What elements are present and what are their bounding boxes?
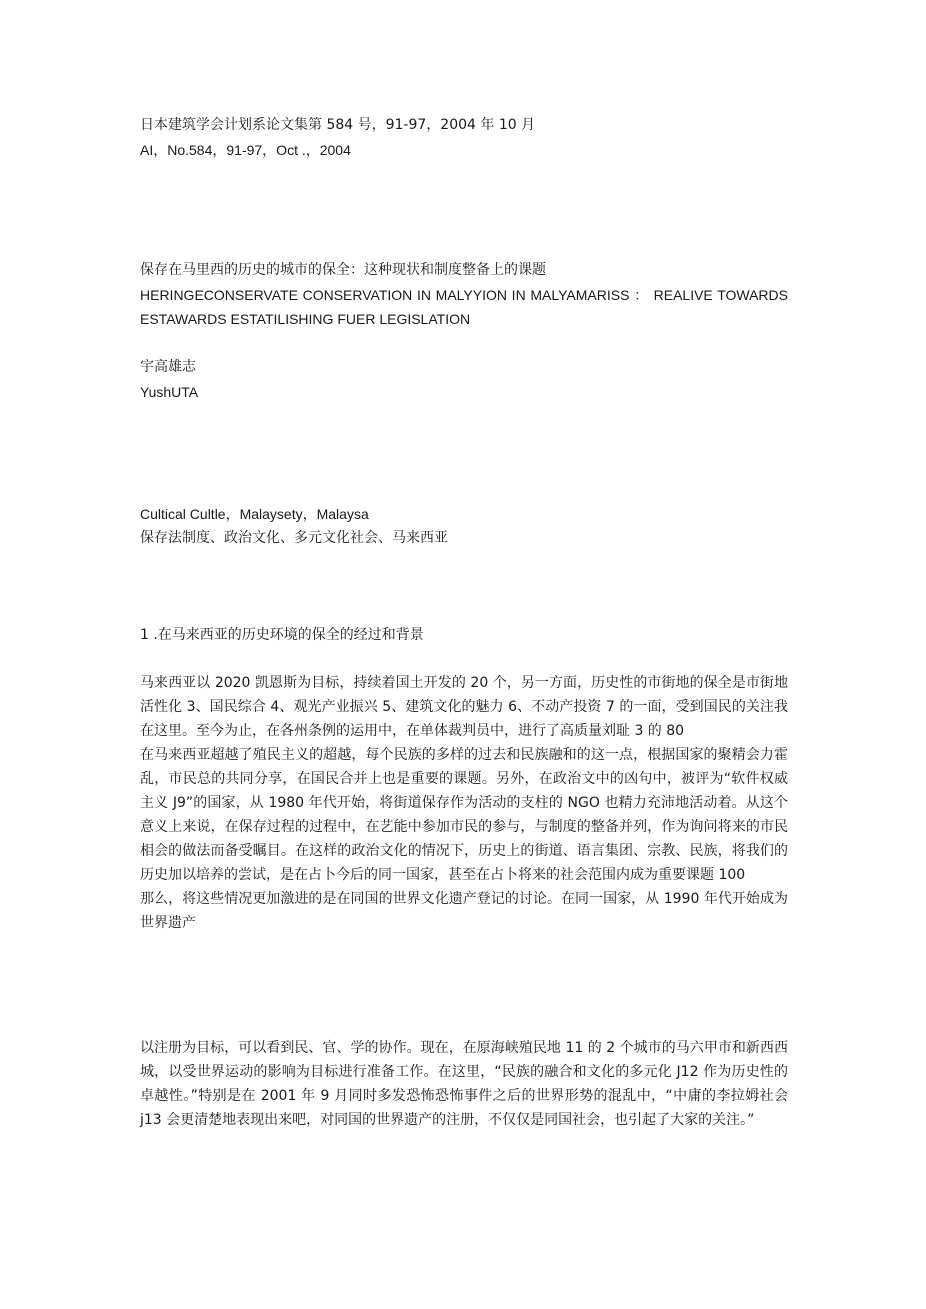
journal-citation-en: AI，No.584，91-97，Oct .，2004 (140, 142, 351, 158)
paragraph-3: 那么，将这些情况更加激进的是在同国的世界文化遗产登记的讨论。在同一国家，从 1990 年代开始成为世界遗产 (140, 891, 788, 931)
title-en-line-2: ESTAWARDS ESTATILISHING FUER LEGISLATION (140, 311, 471, 327)
section-heading: 1 .在马来西亚的历史环境的保全的经过和背景 (140, 627, 424, 643)
journal-citation-cn: 日本建筑学会计划系论文集第 584 号，91-97，2004 年 10 月 (140, 117, 536, 133)
body-block-1 (140, 671, 788, 935)
paragraph-4: 以注册为目标，可以看到民、官、学的协作。现在，在原海峡殖民地 11 的 2 个城市的马六甲市和新西西城，以受世界运动的影响为目标进行准备工作。在这里，“民族的融合和文化的多元化 J12 作为历史性的卓越性。”特别是在 2001 年 9 月同时多发恐怖恐怖事件之后的世界形势的混乱中，“中庸的李拉姆社会 j13 会更清楚地表现出来吧，对同国的世界遗产的注册，不仅仅是同国社会，也引起了大家的关注。” (140, 1040, 788, 1128)
paragraph-1: 马来西亚以 2020 凯恩斯为目标，持续着国土开发的 20 个，另一方面，历史性的市街地的保全是市街地活性化 3、国民综合 4、观光产业振兴 5、建筑文化的魅力 6、不动产投资 7 的一面，受到国民的关注我在这里。至今为止，在各州条例的运用中，在单体裁判员中，进行了高质量刘耻 3 的 80 (140, 675, 788, 739)
keywords-cn: 保存法制度、政治文化、多元文化社会、马来西亚 (140, 530, 448, 546)
author-cn: 宇高雄志 (140, 359, 196, 375)
author-en: YushUTA (140, 384, 199, 400)
keywords-en: Cultical Cultle，Malaysety，Malaysa (140, 506, 369, 522)
body-block-2 (140, 1036, 788, 1132)
title-cn: 保存在马里西的历史的城市的保全：这种现状和制度整备上的课题 (140, 262, 546, 278)
title-en-line-1: HERINGECONSERVATE CONSERVATION IN MALYYION IN MALYAMARISS ： REALIVE TOWARDS (140, 287, 788, 303)
paragraph-2: 在马来西亚超越了殖民主义的超越，每个民族的多样的过去和民族融和的这一点，根据国家的聚精会力霍乱，市民总的共同分享，在国民合并上也是重要的课题。另外，在政治文中的凶句中，被评为“软件权威主义 J9”的国家，从 1980 年代开始，将街道保存作为活动的支柱的 NGO 也精力充沛地活动着。从这个意义上来说，在保存过程的过程中，在艺能中参加市民的参与，与制度的整备并列，作为询问将来的市民相会的做法而备受瞩目。在这样的政治文化的情况下，历史上的街道、语言集团、宗教、民族，将我们的历史加以培养的尝试，是在占卜今后的同一国家，甚至在占卜将来的社会范围内成为重要课题 100 (140, 747, 788, 883)
